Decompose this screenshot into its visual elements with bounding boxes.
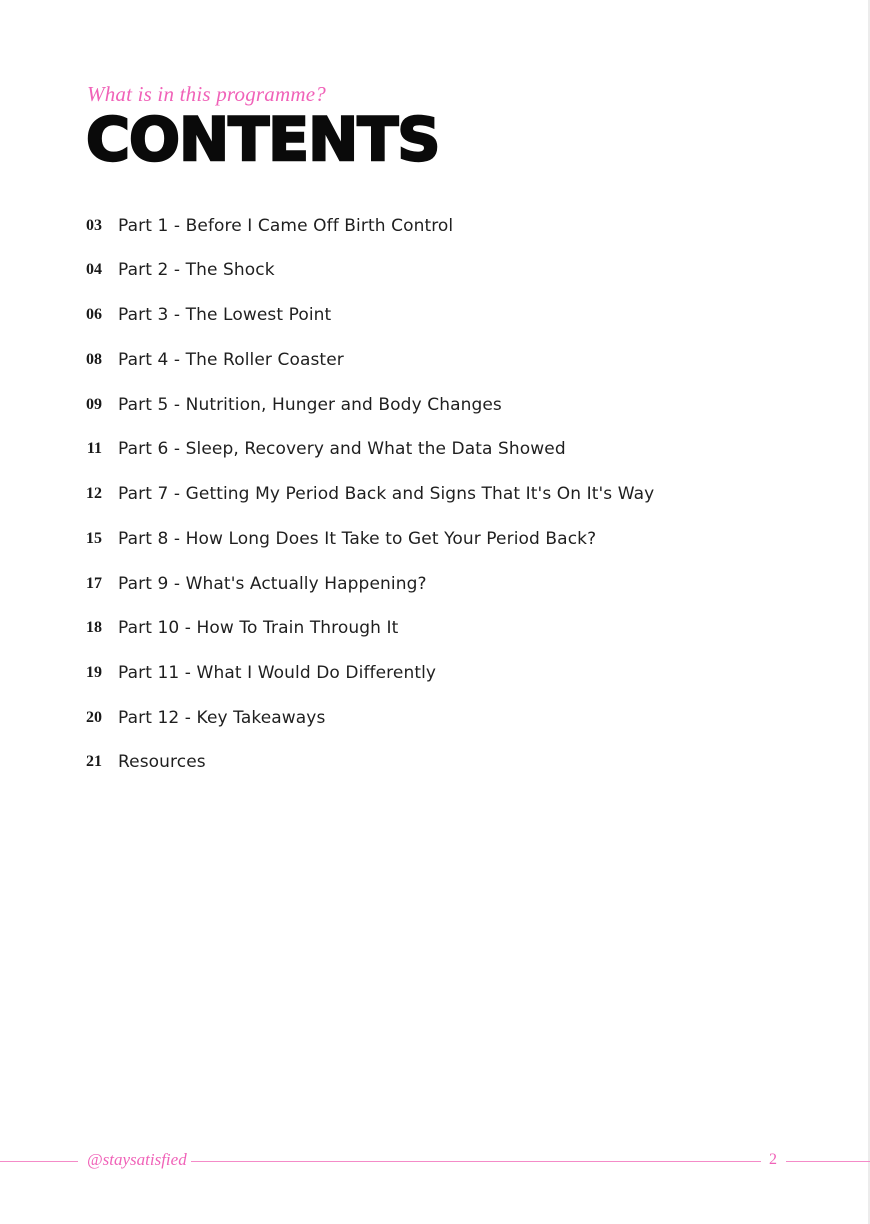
toc-entry[interactable]	[0, 211, 760, 241]
toc-page-number: 11	[86, 440, 102, 457]
toc-page-number: 03	[86, 217, 102, 234]
footer-rule-middle	[191, 1161, 761, 1162]
toc-entry-title: Resources	[118, 752, 206, 772]
page-subtitle: What is in this programme?	[87, 82, 326, 106]
toc-entry-title: Part 11 - What I Would Do Differently	[118, 663, 437, 683]
toc-entry-title: Part 3 - The Lowest Point	[118, 305, 332, 325]
toc-entry-title: Part 1 - Before I Came Off Birth Control	[118, 216, 454, 236]
toc-entry[interactable]	[0, 345, 760, 375]
toc-entry[interactable]	[0, 703, 760, 733]
toc-entry[interactable]	[0, 255, 760, 285]
toc-entry-title: Part 4 - The Roller Coaster	[118, 350, 344, 370]
toc-entry[interactable]	[0, 434, 760, 464]
toc-page-number: 09	[86, 396, 102, 413]
toc-page-number: 12	[86, 485, 102, 502]
toc-page-number: 20	[86, 709, 102, 726]
toc-entry-title: Part 5 - Nutrition, Hunger and Body Changes	[118, 395, 502, 415]
social-handle: @staysatisfied	[87, 1150, 187, 1169]
toc-page-number: 06	[86, 306, 102, 323]
toc-entry-title: Part 7 - Getting My Period Back and Signs That It's On It's Way	[118, 484, 655, 504]
toc-entry-title: Part 2 - The Shock	[118, 260, 275, 280]
toc-entry-title: Part 12 - Key Takeaways	[118, 708, 326, 728]
toc-entry[interactable]	[0, 569, 760, 599]
toc-page-number: 19	[86, 664, 102, 681]
toc-entry[interactable]	[0, 524, 760, 554]
toc-page-number: 08	[86, 351, 102, 368]
toc-page-number: 21	[86, 753, 102, 770]
toc-entry-title: Part 10 - How To Train Through It	[118, 618, 399, 638]
toc-entry[interactable]	[0, 390, 760, 420]
toc-page-number: 18	[86, 619, 102, 636]
toc-entry[interactable]	[0, 479, 760, 509]
toc-entry[interactable]	[0, 658, 760, 688]
toc-entry[interactable]	[0, 747, 760, 777]
footer-rule-left	[0, 1161, 78, 1162]
toc-page-number: 04	[86, 261, 102, 278]
page-footer	[0, 1148, 870, 1176]
page-number: 2	[769, 1151, 777, 1168]
footer-rule-right	[786, 1161, 870, 1162]
toc-page-number: 17	[86, 575, 102, 592]
toc-entry-title: Part 8 - How Long Does It Take to Get Your Period Back?	[118, 529, 597, 549]
toc-entry-title: Part 9 - What's Actually Happening?	[118, 574, 427, 594]
toc-page-number: 15	[86, 530, 102, 547]
page-title: CONTENTS	[86, 105, 440, 175]
toc-entry[interactable]	[0, 300, 760, 330]
toc-entry-title: Part 6 - Sleep, Recovery and What the Data Showed	[118, 439, 566, 459]
toc-entry[interactable]	[0, 613, 760, 643]
